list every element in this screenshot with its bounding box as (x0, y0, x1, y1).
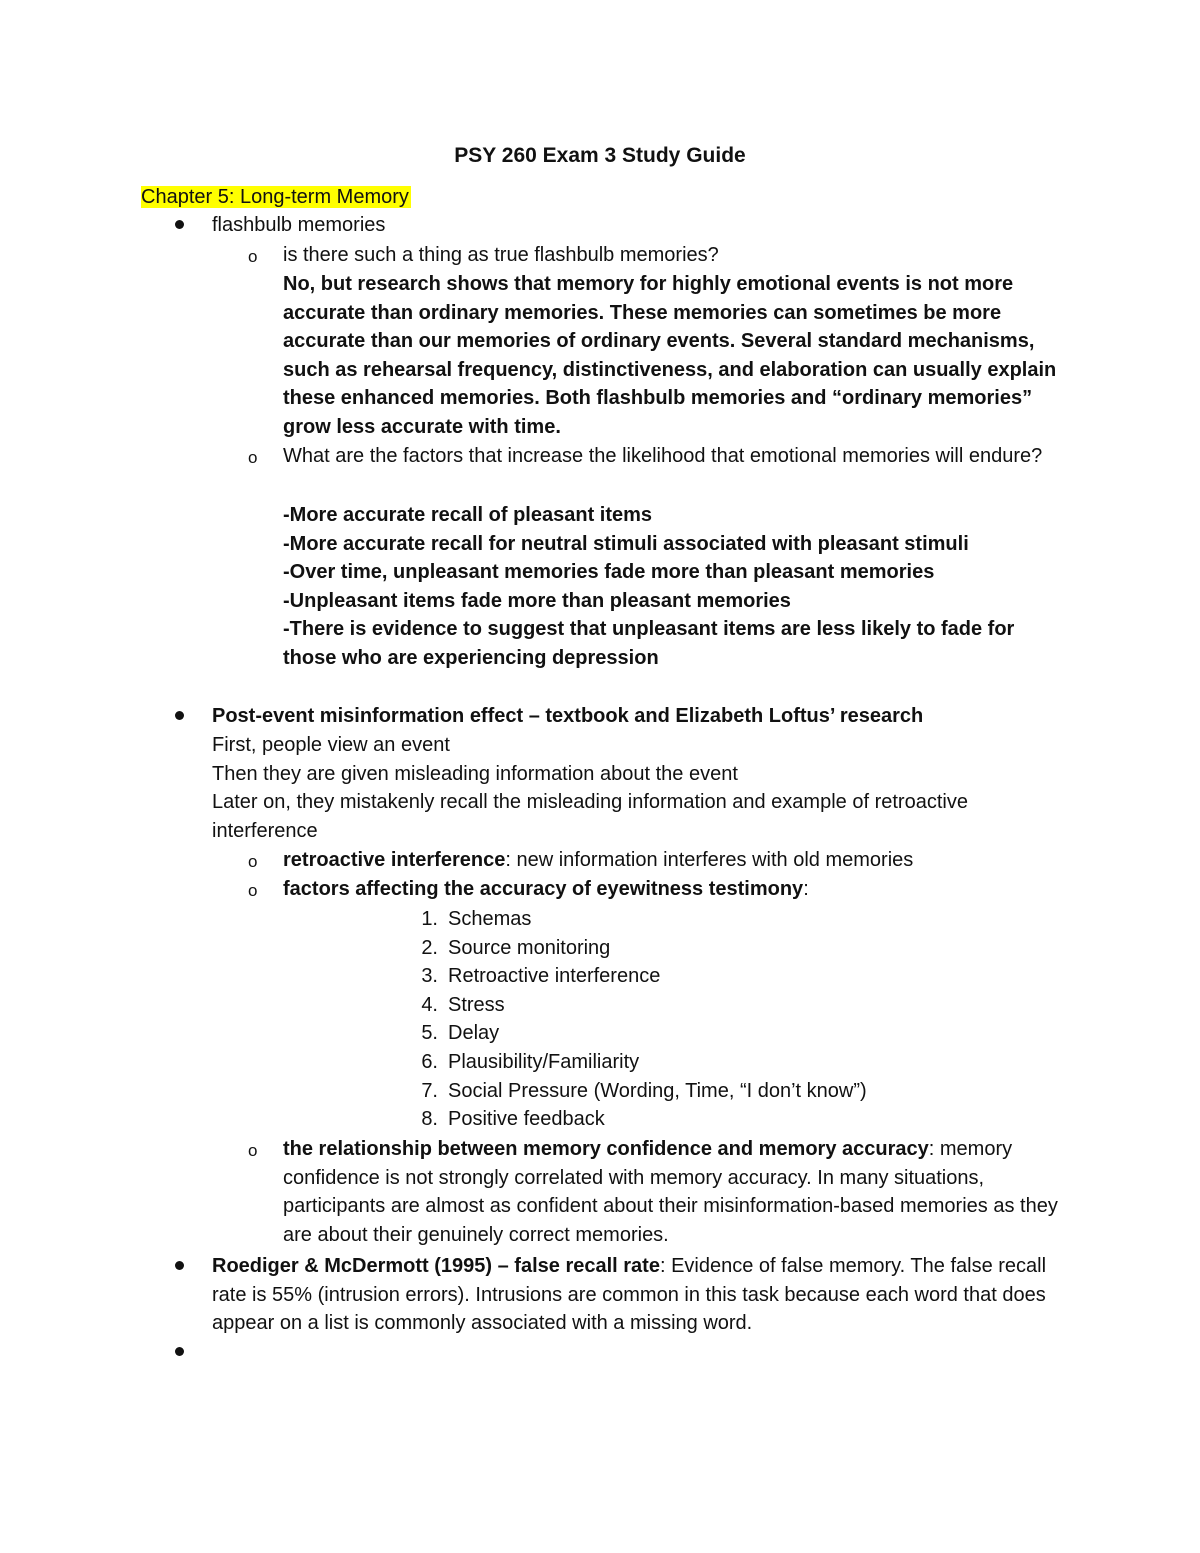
factor-text: Social Pressure (Wording, Time, “I don’t know”) (448, 1079, 867, 1102)
misinfo-lines (212, 731, 1062, 845)
chapter-heading (141, 183, 411, 212)
list-item: 1. Schemas (421, 908, 532, 930)
factor-text: Schemas (448, 908, 532, 930)
factors-heading-item (283, 875, 1083, 904)
retroactive-item (283, 846, 1083, 875)
answer-line: -More accurate recall for neutral stimuli associated with pleasant stimuli (283, 532, 969, 555)
retroactive-term: retroactive interference (283, 849, 506, 871)
factors-list (408, 905, 1108, 1134)
sub-bullet-icon: o (248, 448, 258, 467)
confidence-term: the relationship between memory confidence and memory accuracy (283, 1138, 929, 1160)
misinfo-line: First, people view an event (212, 734, 450, 756)
factor-text: Positive feedback (448, 1108, 605, 1131)
list-item: 5. Delay (421, 1022, 500, 1045)
confidence-definition: : memory confidence is not strongly correlated with memory accuracy. In many situations, participants are almost as confident about their misinformation-based memories as they are about their genuinely correct memories. (283, 1138, 1058, 1246)
sub-bullet-icon: o (248, 852, 258, 871)
answer-line: -Over time, unpleasant memories fade more than pleasant memories (283, 561, 935, 584)
factor-text: Retroactive interference (448, 965, 661, 988)
retroactive-definition: : new information interferes with old memories (505, 849, 914, 871)
list-item: 8. Positive feedback (421, 1108, 605, 1131)
flashbulb-answer-2 (283, 501, 1073, 673)
flashbulb-question-2: What are the factors that increase the likelihood that emotional memories will endure? (283, 445, 1043, 467)
roediger-definition: : Evidence of false memory. The false recall rate is 55% (intrusion errors). Intrusions are common in this task because each word that does appear on a list is commonly associated with a missing word. (212, 1255, 1047, 1335)
factor-text: Source monitoring (448, 936, 611, 959)
sub-bullet-icon: o (248, 881, 258, 900)
flashbulb-question-1: is there such a thing as true flashbulb memories? (283, 244, 719, 266)
answer-line: -More accurate recall of pleasant items (283, 504, 653, 526)
factor-text: Stress (448, 993, 505, 1016)
factor-text: Plausibility/Familiarity (448, 1050, 640, 1073)
bullet-icon (175, 1261, 184, 1270)
list-item: 3. Retroactive interference (421, 965, 661, 988)
flashbulb-label: flashbulb memories (212, 214, 386, 236)
misinfo-heading: Post-event misinformation effect – textbook and Elizabeth Loftus’ research (212, 705, 924, 727)
factors-heading: factors affecting the accuracy of eyewitness testimony (283, 878, 804, 900)
roediger-item (212, 1252, 1072, 1338)
misinfo-line: Later on, they mistakenly recall the misleading information and example of retroactive interference (212, 791, 968, 842)
bullet-icon (175, 711, 184, 720)
factor-text: Delay (448, 1022, 500, 1045)
misinfo-line: Then they are given misleading information about the event (212, 762, 738, 785)
list-item: 6. Plausibility/Familiarity (421, 1050, 640, 1073)
sub-bullet-icon: o (248, 247, 258, 266)
flashbulb-answer-1: No, but research shows that memory for highly emotional events is not more accurate than ordinary memories. These memories can sometimes be more accurate than our memories of ordinary events. Several standard mechanisms, such as rehearsal frequency, distinctiveness, and elaboration can usually explain these enhanced memories. Both flashbulb memories and “ordinary memories” grow less accurate with time. (283, 273, 1057, 438)
list-item: 4. Stress (421, 993, 505, 1016)
answer-line: -Unpleasant items fade more than pleasant memories (283, 589, 791, 612)
document-title: PSY 260 Exam 3 Study Guide (454, 144, 746, 167)
sub-bullet-icon: o (248, 1141, 258, 1160)
factors-colon: : (803, 878, 809, 900)
roediger-term: Roediger & McDermott (1995) – false recall rate (212, 1255, 660, 1277)
bullet-icon (175, 220, 184, 229)
chapter-heading-text: Chapter 5: Long-term Memory (141, 186, 409, 208)
list-item: 7. Social Pressure (Wording, Time, “I don’t know”) (421, 1079, 867, 1102)
bullet-icon (175, 1347, 184, 1356)
list-item: 2. Source monitoring (421, 936, 611, 959)
confidence-item (283, 1135, 1073, 1249)
answer-line: -There is evidence to suggest that unpleasant items are less likely to fade for those who are experiencing depression (283, 618, 1015, 669)
